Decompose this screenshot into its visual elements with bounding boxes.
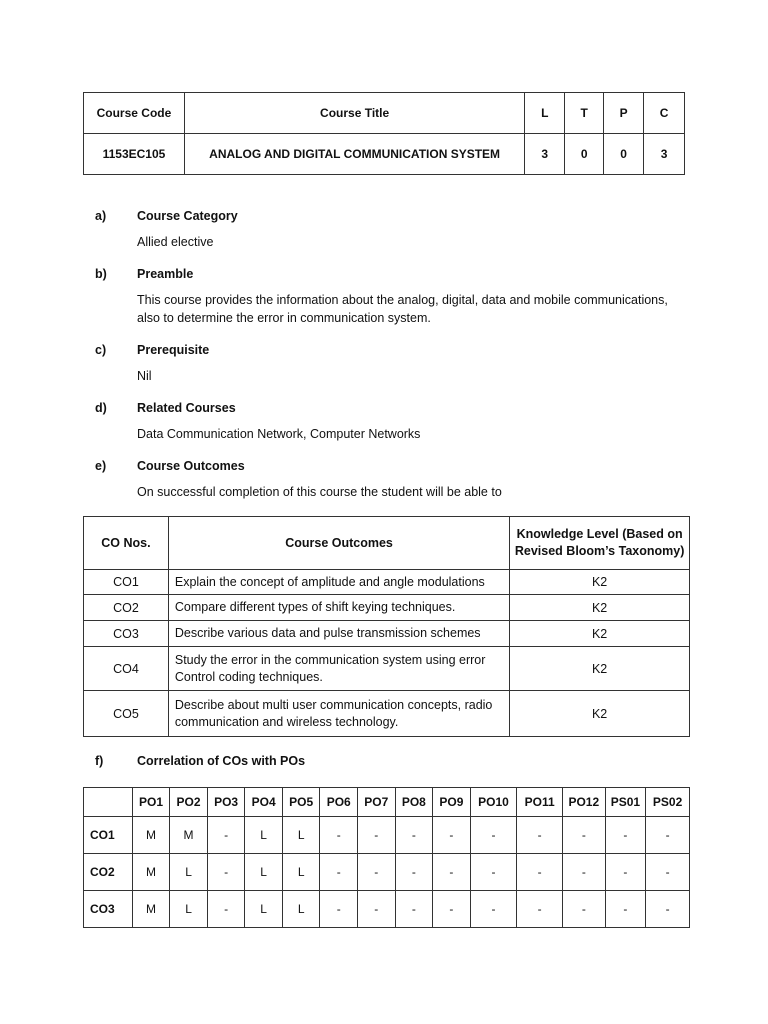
po-correlation-cell: - (395, 854, 433, 891)
co-number: CO4 (84, 647, 169, 691)
po-correlation-cell: M (170, 817, 208, 854)
po-header-po4: PO4 (245, 788, 283, 817)
table-row (84, 854, 690, 891)
section-d-heading: Related Courses (137, 401, 236, 415)
table-row (84, 691, 690, 737)
po-correlation-cell: L (170, 854, 208, 891)
co-level: K2 (510, 647, 690, 691)
section-c-letter: c) (95, 343, 107, 357)
section-a-body: Allied elective (137, 235, 214, 249)
co-level: K2 (510, 691, 690, 737)
section-f-heading: Correlation of COs with POs (137, 754, 306, 768)
section-c-body: Nil (137, 369, 152, 383)
section-a-letter: a) (95, 209, 107, 223)
po-header-po3: PO3 (207, 788, 245, 817)
po-correlation-cell: L (282, 817, 320, 854)
co-header-nos: CO Nos. (84, 517, 169, 570)
course-p: 0 (604, 134, 644, 175)
po-correlation-cell: - (207, 854, 245, 891)
po-header-po6: PO6 (320, 788, 358, 817)
co-outcome: Explain the concept of amplitude and angle modulations (168, 570, 509, 595)
table-row (84, 570, 690, 595)
co-po-correlation-table (83, 787, 690, 928)
co-number: CO2 (84, 595, 169, 621)
po-correlation-cell: - (433, 891, 471, 928)
po-correlation-cell: - (320, 854, 358, 891)
po-correlation-cell: - (358, 891, 396, 928)
section-a-heading: Course Category (137, 209, 238, 223)
po-correlation-cell: - (470, 817, 517, 854)
table-row (84, 647, 690, 691)
course-title: ANALOG AND DIGITAL COMMUNICATION SYSTEM (184, 134, 524, 175)
course-l: 3 (525, 134, 565, 175)
po-correlation-cell: - (563, 891, 606, 928)
section-c-heading: Prerequisite (137, 343, 210, 357)
course-code: 1153EC105 (84, 134, 185, 175)
section-d-body: Data Communication Network, Computer Networks (137, 427, 421, 441)
po-header-corner (84, 788, 133, 817)
header-l: L (525, 93, 565, 134)
course-t: 0 (565, 134, 604, 175)
section-e-body: On successful completion of this course the student will be able to (137, 485, 502, 499)
co-outcome: Describe various data and pulse transmission schemes (168, 621, 509, 647)
po-correlation-cell: - (563, 817, 606, 854)
po-correlation-cell: - (646, 817, 690, 854)
po-header-po5: PO5 (282, 788, 320, 817)
po-header-po1: PO1 (132, 788, 170, 817)
header-course-code: Course Code (84, 93, 185, 134)
course-info-table (83, 92, 685, 175)
po-correlation-cell: M (132, 817, 170, 854)
po-correlation-cell: - (517, 891, 563, 928)
section-d-letter: d) (95, 401, 107, 415)
po-correlation-cell: - (470, 854, 517, 891)
co-outcome: Compare different types of shift keying techniques. (168, 595, 509, 621)
header-c: C (644, 93, 685, 134)
po-correlation-cell: - (207, 817, 245, 854)
course-c: 3 (644, 134, 685, 175)
co-number: CO1 (84, 570, 169, 595)
po-header-po9: PO9 (433, 788, 471, 817)
po-table-body (84, 817, 690, 928)
po-correlation-cell: L (282, 891, 320, 928)
po-header-po7: PO7 (358, 788, 396, 817)
po-correlation-cell: - (517, 854, 563, 891)
section-e-letter: e) (95, 459, 107, 473)
po-header-ps02: PS02 (646, 788, 690, 817)
po-correlation-cell: M (132, 891, 170, 928)
po-correlation-cell: - (358, 817, 396, 854)
po-correlation-cell: L (245, 854, 283, 891)
po-correlation-cell: - (563, 854, 606, 891)
po-header-po8: PO8 (395, 788, 433, 817)
section-f-letter: f) (95, 754, 104, 768)
po-correlation-cell: - (605, 854, 646, 891)
po-correlation-cell: M (132, 854, 170, 891)
header-t: T (565, 93, 604, 134)
po-header-po2: PO2 (170, 788, 208, 817)
po-header-row (84, 788, 690, 817)
section-b-letter: b) (95, 267, 107, 281)
po-correlation-cell: - (433, 854, 471, 891)
po-correlation-cell: L (170, 891, 208, 928)
po-correlation-cell: - (395, 891, 433, 928)
po-header-po10: PO10 (470, 788, 517, 817)
header-course-title: Course Title (184, 93, 524, 134)
po-correlation-cell: - (605, 891, 646, 928)
po-correlation-cell: - (320, 817, 358, 854)
section-e-heading: Course Outcomes (137, 459, 245, 473)
po-correlation-cell: - (358, 854, 396, 891)
po-correlation-cell: L (245, 817, 283, 854)
course-outcomes-table (83, 516, 690, 737)
table-row (84, 621, 690, 647)
po-row-label: CO2 (84, 854, 133, 891)
po-correlation-cell: - (395, 817, 433, 854)
table-row (84, 817, 690, 854)
po-header-po12: PO12 (563, 788, 606, 817)
po-header-ps01: PS01 (605, 788, 646, 817)
po-correlation-cell: - (517, 817, 563, 854)
section-b-body: This course provides the information about the analog, digital, data and mobile communications, also to determine the error in communication system. (137, 293, 668, 325)
header-p: P (604, 93, 644, 134)
po-correlation-cell: - (433, 817, 471, 854)
co-level: K2 (510, 570, 690, 595)
po-correlation-cell: - (207, 891, 245, 928)
section-b-heading: Preamble (137, 267, 194, 281)
co-number: CO3 (84, 621, 169, 647)
po-row-label: CO1 (84, 817, 133, 854)
po-header-po11: PO11 (517, 788, 563, 817)
co-header-knowledge-level: Knowledge Level (Based on Revised Bloom’s Taxonomy) (510, 517, 690, 570)
po-correlation-cell: L (245, 891, 283, 928)
co-level: K2 (510, 621, 690, 647)
table-row (84, 891, 690, 928)
po-correlation-cell: L (282, 854, 320, 891)
po-correlation-cell: - (470, 891, 517, 928)
table-row (84, 595, 690, 621)
po-correlation-cell: - (646, 854, 690, 891)
po-correlation-cell: - (646, 891, 690, 928)
co-level: K2 (510, 595, 690, 621)
po-correlation-cell: - (605, 817, 646, 854)
co-header-outcomes: Course Outcomes (168, 517, 509, 570)
co-outcome: Describe about multi user communication concepts, radio communication and wireless technology. (168, 691, 509, 737)
po-row-label: CO3 (84, 891, 133, 928)
co-number: CO5 (84, 691, 169, 737)
co-outcome: Study the error in the communication system using error Control coding techniques. (168, 647, 509, 691)
po-correlation-cell: - (320, 891, 358, 928)
